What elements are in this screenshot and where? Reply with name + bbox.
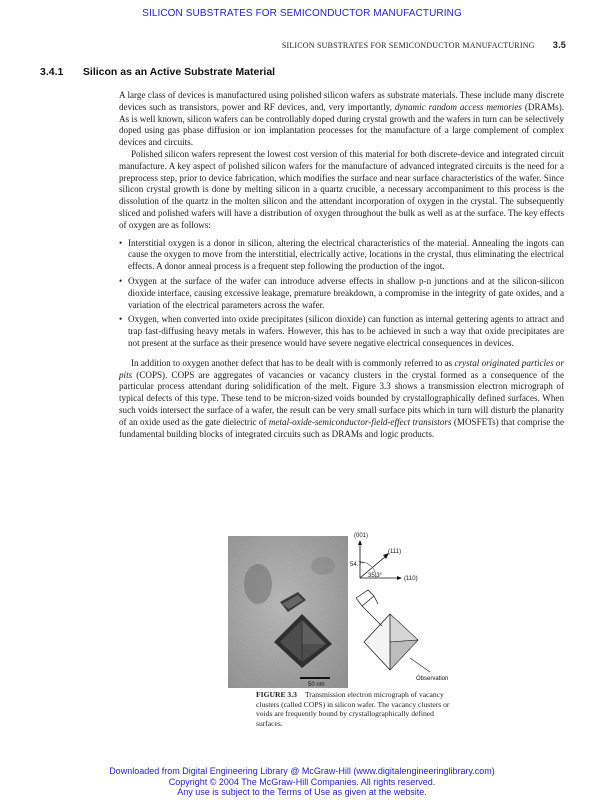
observation-leader <box>410 658 430 672</box>
crystal-orientation-diagram <box>350 530 468 688</box>
scale-bar-label: 50 nm <box>308 682 325 688</box>
micrograph-image <box>228 536 348 688</box>
paragraph-3-text: In addition to oxygen another defect that has to be dealt with is commonly referred to as <box>131 357 455 368</box>
paragraph-3-emphasis-mosfet: metal-oxide-semiconductor-field-effect transistors <box>268 416 452 427</box>
list-item-text: Oxygen at the surface of the wafer can introduce adverse effects in shallow p-n junctions and at the silicon-silicon dioxide interface, causing excessive leakage, premature breakdown, a compromise in the integrity of gate oxides, and a variation of the electrical parameters across the wafer. <box>128 275 564 310</box>
paragraph-3-emphasis-cops: crystal originated particles or pits <box>119 357 564 380</box>
page-number: 3.5 <box>552 40 566 50</box>
paragraph-1-text: A large class of devices is manufactured using polished silicon wafers as substrate materials. These include many discrete devices such as transistors, power and RF devices, and, very importantly, <box>119 90 564 112</box>
figure-caption <box>256 690 456 728</box>
footer-terms-link[interactable]: Any use is subject to the Terms of Use as given at the website. <box>177 787 427 797</box>
arrow-icon <box>358 540 362 545</box>
paragraph-1 <box>119 90 564 149</box>
label-observation: Observation <box>416 676 449 682</box>
label-111: (111) <box>388 549 402 555</box>
tem-micrograph <box>228 536 348 688</box>
void-sketch-large <box>364 614 418 670</box>
figure-3-3 <box>228 530 468 688</box>
section-title: Silicon as an Active Substrate Material <box>82 66 276 78</box>
paragraph-2: Polished silicon wafers represent the lowest cost version of this material for both discrete-device and integrated circuit manufacture. A key aspect of polished silicon wafers for the manufacture of advanced integrated circuits is the need for a preprocess step, prior to device fabrication, which modifies the surface and near surface characteristics of the wafer. Since silicon crystal growth is done by melting silicon in a quartz crucible, a necessary accompaniment to this process is the dissolution of the quartz in the molten silicon and the attendant incorporation of oxygen in the crystal. The subsequently sliced and polished wafers will have a distribution of oxygen throughout the bulk as well as at the surface. The key effects of oxygen are as follows: <box>119 148 564 230</box>
label-001: (001) <box>354 533 369 539</box>
paragraph-1-text-cont: (DRAMs). As is well known, silicon wafers can be controllably doped during crystal growth and the wafers in turn can be selectively doped using gas phase diffusion or ion implantation processes for the manufacture of a large complement of complex devices and circuits. <box>119 101 564 148</box>
section-number: 3.4.1 <box>40 66 64 78</box>
paragraph-3-text-cont: (COPS). COPS are aggregates of vacancies or vacancy clusters in the crystal formed as a consequence of the particular process attendant during solidification of the melt. Figure 3.3 shows a transmission electron micrograph of typical defects of this type. These tend to be micron-sized voids bounded by crystallographically defined surfaces. When such voids intersect the surface of a wafer, the result can be very small surface pits which in turn will disturb the planarity of an oxide used as the gate dielectric of <box>119 369 564 427</box>
label-angle-353: 35.3° <box>368 573 383 579</box>
list-item-text: Oxygen, when converted into oxide precipitates (silicon dioxide) can function as internal gettering agents to attract and trap fast-diffusing heavy metals in wafers. However, this has to be achieved in such a way that oxide precipitates are not present at the surface as their presence would have severe negative electrical consequences in devices. <box>128 314 564 348</box>
paragraph-3-text-end: (MOSFETs) that comprise the fundamental building blocks of integrated circuits such as DRAMs and logic products. <box>119 416 564 439</box>
paragraph-3 <box>119 358 564 441</box>
footer-copyright: Copyright © 2004 The McGraw-Hill Companies. All rights reserved. <box>168 776 436 787</box>
footer-notice <box>0 766 604 798</box>
running-head-title: SILICON SUBSTRATES FOR SEMICONDUCTOR MANUFACTURING <box>281 41 535 50</box>
list-item <box>119 314 564 349</box>
arrow-icon <box>397 576 402 580</box>
bullet-icon: • <box>119 314 123 325</box>
label-110: (110) <box>404 576 418 582</box>
top-banner: SILICON SUBSTRATES FOR SEMICONDUCTOR MANUFACTURING <box>142 8 462 19</box>
running-head <box>282 40 566 50</box>
list-item <box>119 276 564 311</box>
bullet-icon: • <box>119 237 123 248</box>
bullet-icon: • <box>119 275 123 286</box>
section-heading <box>40 66 275 78</box>
oxygen-effects-list <box>119 238 564 350</box>
paragraph-1-emphasis: dynamic random access memories <box>394 101 522 112</box>
list-item-text: Interstitial oxygen is a donor in silicon, altering the electrical characteristics of the material. Annealing the ingots can cause the oxygen to move from the interstitial, electrically active, locations in the crystal, thus eliminating the electrical effects. A donor anneal process is a frequent step following the production of the ingot. <box>128 237 564 272</box>
figure-label: FIGURE 3.3 <box>256 690 297 699</box>
body-text <box>119 90 564 440</box>
figure-caption-text: Transmission electron micrograph of vacancy clusters (called COPS) in silicon wafer. The vacancy clusters or voids are frequently bound by crystallographically defined surfaces. <box>256 690 450 728</box>
scale-bar <box>300 677 330 679</box>
footer-download-link[interactable]: Downloaded from Digital Engineering Library @ McGraw-Hill (www.digitalengineeringlibrary.com) <box>109 766 495 776</box>
label-angle-547: 54.7° <box>350 562 365 568</box>
list-item <box>119 238 564 273</box>
void-sketch-small <box>356 590 378 614</box>
